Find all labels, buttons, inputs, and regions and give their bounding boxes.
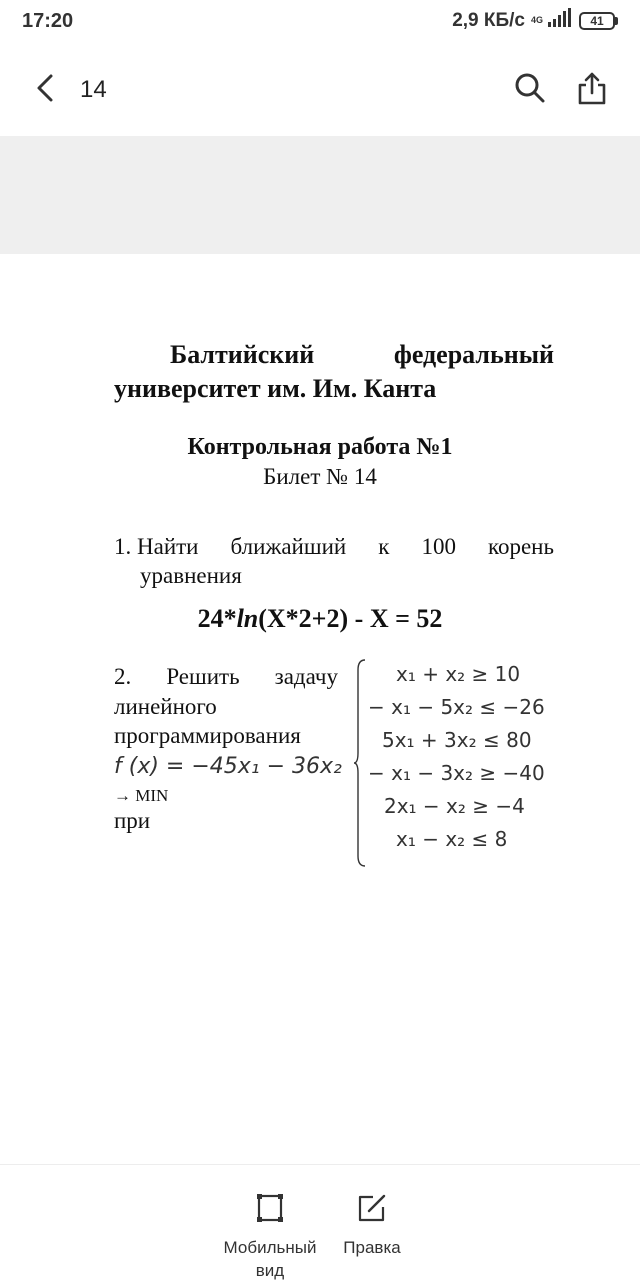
task2-word: задачу	[274, 664, 338, 689]
share-button[interactable]	[570, 68, 614, 112]
share-icon	[577, 71, 607, 110]
status-bar	[0, 0, 640, 44]
constraint-row: x₁ + x₂ ≥ 10	[396, 662, 521, 686]
mobile-view-icon	[256, 1193, 284, 1228]
mobile-view-label: Мобильный вид	[223, 1238, 317, 1280]
network-speed: 2,9 КБ/с	[452, 9, 525, 31]
equation-text: 24*ln(X*2+2) - X = 52	[197, 604, 443, 633]
battery-icon	[579, 12, 618, 30]
bottom-toolbar	[0, 1164, 640, 1280]
constraint-row: x₁ − x₂ ≤ 8	[396, 827, 508, 851]
objective-direction: → MIN	[114, 786, 169, 805]
ticket-number: Билет № 14	[263, 464, 377, 489]
task1-word: к	[378, 534, 390, 559]
battery-level: 41	[590, 13, 604, 28]
edit-icon	[357, 1193, 387, 1228]
constraints-intro: при	[114, 808, 151, 833]
university-line-2: университет им. Им. Канта	[114, 374, 437, 403]
constraint-system	[354, 658, 554, 868]
task1-word: ближайший	[230, 534, 347, 559]
objective-function: f (x) = −45x₁ − 36x₂	[114, 754, 342, 779]
search-button[interactable]	[508, 68, 552, 112]
constraint-list	[366, 658, 552, 856]
constraint-row: − x₁ − 5x₂ ≤ −26	[368, 695, 545, 719]
task1-word: 1. Найти	[114, 534, 199, 559]
status-time: 17:20	[22, 10, 74, 32]
task1-word: 100	[421, 534, 456, 559]
document-page	[0, 254, 640, 1164]
page-gap	[0, 136, 640, 254]
task2-line-3: программирования	[114, 723, 301, 748]
back-button[interactable]	[30, 72, 60, 108]
university-word-2: федеральный	[393, 340, 554, 369]
edit-button[interactable]	[332, 1193, 412, 1259]
task2-word: Решить	[166, 664, 240, 689]
constraint-row: 2x₁ − x₂ ≥ −4	[384, 794, 525, 818]
task2-word: 2.	[114, 664, 132, 689]
task1-word: корень	[487, 534, 554, 559]
mobile-view-button[interactable]	[210, 1193, 330, 1280]
task2-line-1	[114, 664, 338, 690]
university-line-1	[114, 340, 554, 370]
search-icon	[514, 72, 546, 109]
task1-equation	[0, 604, 640, 634]
edit-label: Правка	[343, 1238, 401, 1257]
document-title: 14	[80, 76, 107, 103]
task2-line-2: линейного	[114, 694, 217, 719]
university-word-1: Балтийский	[170, 340, 315, 369]
constraint-row: 5x₁ + 3x₂ ≤ 80	[382, 728, 532, 752]
signal-icon	[547, 8, 573, 33]
network-type: 4G	[530, 15, 543, 25]
chevron-left-icon	[35, 73, 55, 108]
test-title: Контрольная работа №1	[187, 434, 453, 460]
top-toolbar	[0, 44, 640, 136]
status-indicators	[452, 8, 618, 33]
constraint-row: − x₁ − 3x₂ ≥ −40	[368, 761, 545, 785]
task1-line-2: уравнения	[140, 563, 242, 588]
curly-brace-icon	[354, 658, 366, 873]
task1-line-1	[114, 534, 554, 560]
